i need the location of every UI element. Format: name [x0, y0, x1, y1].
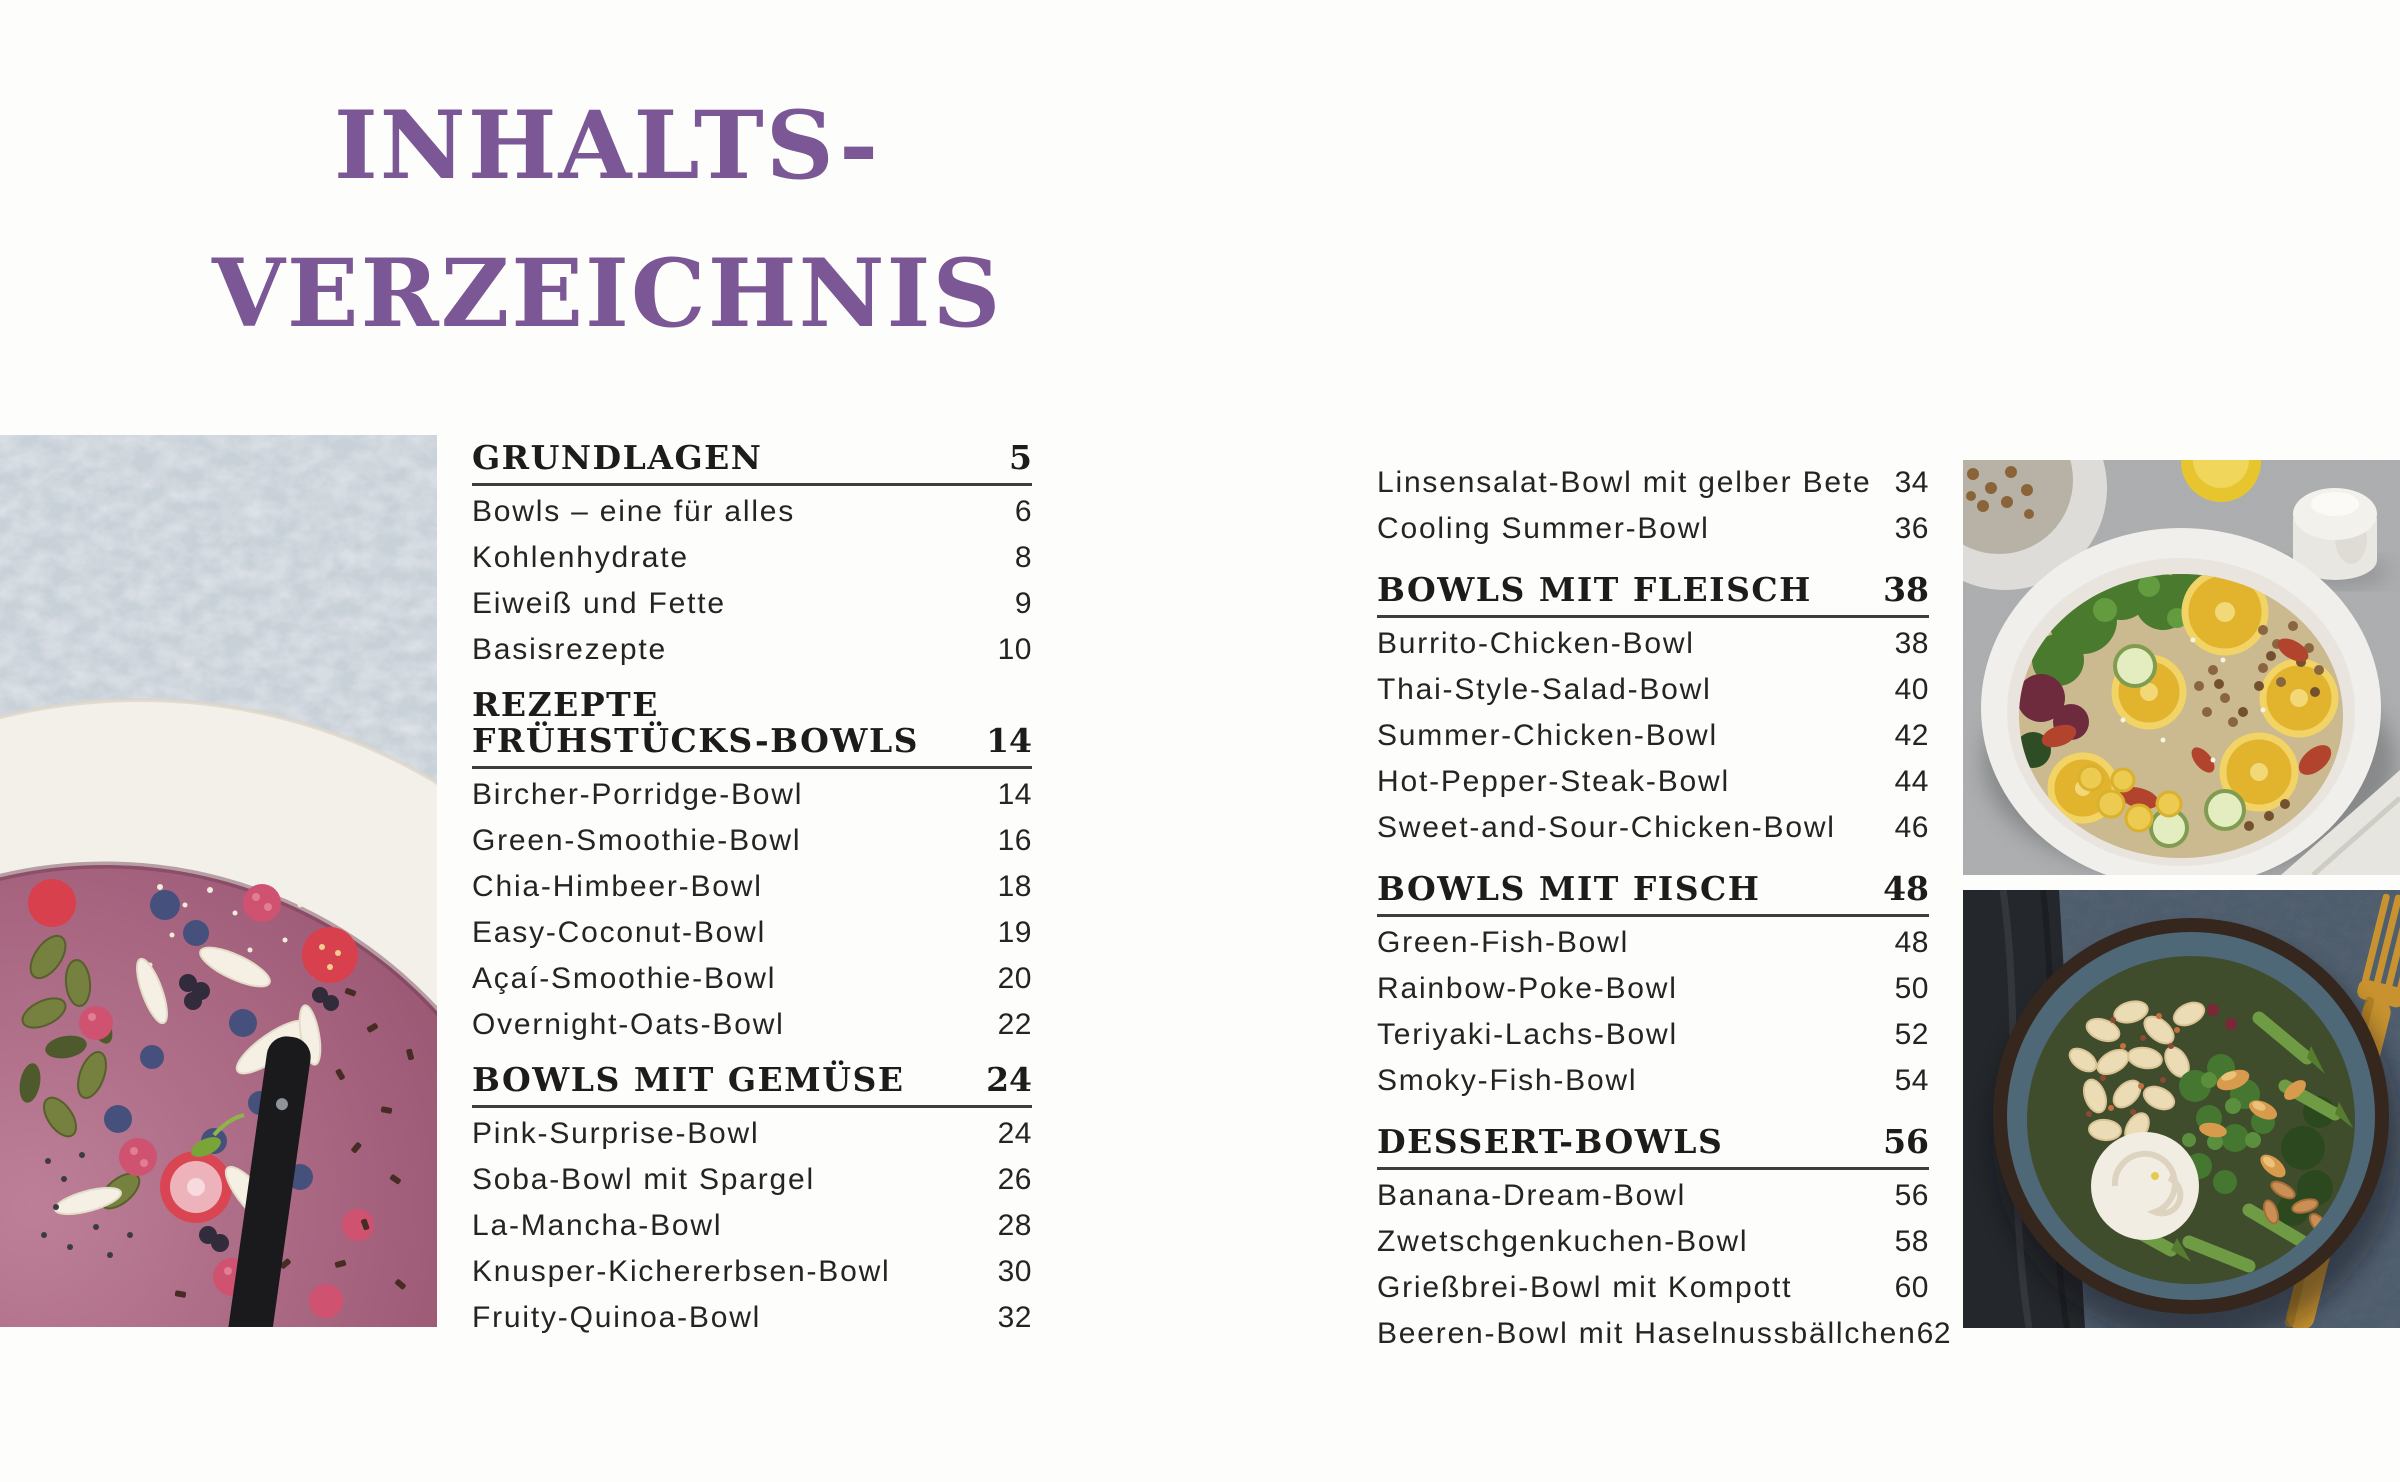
toc-entry-label: Green-Fish-Bowl	[1377, 926, 1630, 959]
toc-section-title-line: BOWLS MIT FLEISCH	[1377, 570, 1812, 609]
toc-entry-label: Easy-Coconut-Bowl	[472, 916, 767, 949]
toc-section-title-line: FRÜHSTÜCKS-BOWLS	[472, 721, 920, 760]
toc-row	[1377, 1173, 1929, 1219]
toc-section-page: 5	[1009, 438, 1032, 477]
toc-row	[1377, 1012, 1929, 1058]
toc-entry-page: 36	[1894, 512, 1929, 545]
toc-row	[472, 535, 1032, 581]
toc-entry-label: Sweet-and-Sour-Chicken-Bowl	[1377, 811, 1836, 844]
toc-row	[1377, 460, 1929, 506]
toc-entry-page: 46	[1894, 811, 1929, 844]
toc-section-header	[472, 440, 1032, 486]
toc-entry-page: 44	[1894, 765, 1929, 798]
toc-entry-label: La-Mancha-Bowl	[472, 1209, 723, 1242]
toc-row	[472, 956, 1032, 1002]
toc-entry-page: 32	[997, 1301, 1032, 1334]
bean-asparagus-bowl-illustration	[1963, 890, 2400, 1328]
toc-entry-label: Teriyaki-Lachs-Bowl	[1377, 1018, 1678, 1051]
toc-entry-page: 60	[1894, 1271, 1929, 1304]
toc-section-header	[1377, 871, 1929, 917]
toc-section-header	[472, 687, 1032, 769]
toc-entry-page: 24	[997, 1117, 1032, 1150]
toc-entry-page: 16	[997, 824, 1032, 857]
toc-entry-page: 22	[997, 1008, 1032, 1041]
toc-entry-page: 26	[997, 1163, 1032, 1196]
toc-row	[472, 1157, 1032, 1203]
toc-entry-page: 8	[1014, 541, 1032, 574]
toc-row	[1377, 1311, 1952, 1357]
toc-entry-label: Zwetschgenkuchen-Bowl	[1377, 1225, 1749, 1258]
toc-section-page: 56	[1883, 1122, 1929, 1161]
toc-entry-label: Hot-Pepper-Steak-Bowl	[1377, 765, 1730, 798]
toc-entry-page: 40	[1894, 673, 1929, 706]
toc-row	[472, 772, 1032, 818]
toc-entry-label: Cooling Summer-Bowl	[1377, 512, 1710, 545]
toc-entry-label: Green-Smoothie-Bowl	[472, 824, 802, 857]
lentil-salad-bowl-photo	[1963, 460, 2400, 875]
toc-section-title	[472, 440, 762, 476]
toc-row	[1377, 805, 1929, 851]
toc-section-page: 38	[1883, 570, 1929, 609]
toc-section-header	[1377, 572, 1929, 618]
toc-section-page: 14	[986, 721, 1032, 760]
toc-entry-page: 30	[997, 1255, 1032, 1288]
toc-row	[472, 627, 1032, 673]
toc-row	[1377, 920, 1929, 966]
toc-entry-page: 58	[1894, 1225, 1929, 1258]
toc-entry-label: Açaí-Smoothie-Bowl	[472, 962, 777, 995]
toc-entry-page: 56	[1894, 1179, 1929, 1212]
toc-row	[472, 1111, 1032, 1157]
toc-section-title	[1377, 1124, 1723, 1160]
toc-entry-page: 10	[997, 633, 1032, 666]
lentil-salad-bowl-illustration	[1963, 460, 2400, 875]
toc-section-page: 24	[986, 1060, 1032, 1099]
toc-column-right	[1377, 460, 1952, 1357]
toc-column-left	[472, 440, 1032, 1341]
toc-row	[1377, 667, 1929, 713]
toc-entry-label: Eiweiß und Fette	[472, 587, 726, 620]
toc-entry-page: 52	[1894, 1018, 1929, 1051]
toc-entry-page: 14	[997, 778, 1032, 811]
toc-section-title	[472, 1062, 904, 1098]
toc-entry-label: Banana-Dream-Bowl	[1377, 1179, 1687, 1212]
toc-section-title-line: BOWLS MIT FISCH	[1377, 869, 1761, 908]
toc-entry-page: 18	[997, 870, 1032, 903]
smoothie-bowl-photo	[0, 435, 437, 1327]
page-title-line2: VERZEICHNIS	[212, 239, 1003, 349]
page-title	[212, 72, 1002, 368]
toc-section-title-line: REZEPTE	[472, 685, 659, 724]
toc-entry-label: Bircher-Porridge-Bowl	[472, 778, 804, 811]
bean-asparagus-bowl-photo	[1963, 890, 2400, 1328]
toc-row	[472, 1002, 1032, 1048]
toc-row	[1377, 966, 1929, 1012]
toc-entry-page: 28	[997, 1209, 1032, 1242]
toc-row	[472, 581, 1032, 627]
toc-entry-label: Rainbow-Poke-Bowl	[1377, 972, 1678, 1005]
toc-entry-label: Burrito-Chicken-Bowl	[1377, 627, 1695, 660]
toc-row	[1377, 1219, 1929, 1265]
toc-row	[472, 864, 1032, 910]
toc-row	[472, 1249, 1032, 1295]
toc-row	[472, 910, 1032, 956]
toc-row	[1377, 759, 1929, 805]
toc-entry-label: Linsensalat-Bowl mit gelber Bete	[1377, 466, 1872, 499]
toc-entry-label: Thai-Style-Salad-Bowl	[1377, 673, 1712, 706]
page-title-line1: INHALTS-	[333, 91, 881, 201]
toc-section-title-line: BOWLS MIT GEMÜSE	[472, 1060, 905, 1099]
toc-entry-page: 19	[997, 916, 1032, 949]
toc-entry-label: Grießbrei-Bowl mit Kompott	[1377, 1271, 1793, 1304]
toc-row	[472, 1203, 1032, 1249]
toc-entry-label: Beeren-Bowl mit Haselnussbällchen	[1377, 1317, 1917, 1350]
toc-row	[472, 1295, 1032, 1341]
toc-entry-page: 50	[1894, 972, 1929, 1005]
toc-section-header	[1377, 1124, 1929, 1170]
toc-entry-label: Knusper-Kichererbsen-Bowl	[472, 1255, 891, 1288]
toc-section-title	[1377, 572, 1812, 608]
toc-entry-label: Fruity-Quinoa-Bowl	[472, 1301, 762, 1334]
smoothie-bowl-illustration	[0, 435, 437, 1327]
toc-entry-label: Basisrezepte	[472, 633, 668, 666]
toc-entry-page: 20	[997, 962, 1032, 995]
toc-entry-label: Pink-Surprise-Bowl	[472, 1117, 760, 1150]
toc-row	[472, 489, 1032, 535]
toc-section-title	[1377, 871, 1761, 907]
toc-section-title-line: GRUNDLAGEN	[472, 438, 763, 477]
toc-entry-label: Chia-Himbeer-Bowl	[472, 870, 763, 903]
toc-entry-page: 6	[1014, 495, 1032, 528]
toc-entry-page: 34	[1894, 466, 1929, 499]
toc-row	[472, 818, 1032, 864]
toc-entry-label: Overnight-Oats-Bowl	[472, 1008, 785, 1041]
toc-row	[1377, 1058, 1929, 1104]
toc-entry-page: 62	[1916, 1317, 1952, 1350]
toc-section-header	[472, 1062, 1032, 1108]
toc-entry-page: 54	[1894, 1064, 1929, 1097]
toc-section-page: 48	[1883, 869, 1929, 908]
toc-entry-page: 48	[1894, 926, 1929, 959]
toc-entry-label: Kohlenhydrate	[472, 541, 689, 574]
toc-section-title-line: DESSERT-BOWLS	[1377, 1122, 1724, 1161]
toc-section-title	[472, 687, 919, 759]
toc-entry-label: Smoky-Fish-Bowl	[1377, 1064, 1638, 1097]
toc-entry-page: 38	[1894, 627, 1929, 660]
toc-row	[1377, 713, 1929, 759]
toc-entry-label: Bowls – eine für alles	[472, 495, 796, 528]
toc-row	[1377, 621, 1929, 667]
toc-row	[1377, 506, 1929, 552]
toc-entry-page: 9	[1014, 587, 1032, 620]
toc-entry-page: 42	[1894, 719, 1929, 752]
toc-entry-label: Soba-Bowl mit Spargel	[472, 1163, 815, 1196]
toc-entry-label: Summer-Chicken-Bowl	[1377, 719, 1718, 752]
toc-row	[1377, 1265, 1929, 1311]
